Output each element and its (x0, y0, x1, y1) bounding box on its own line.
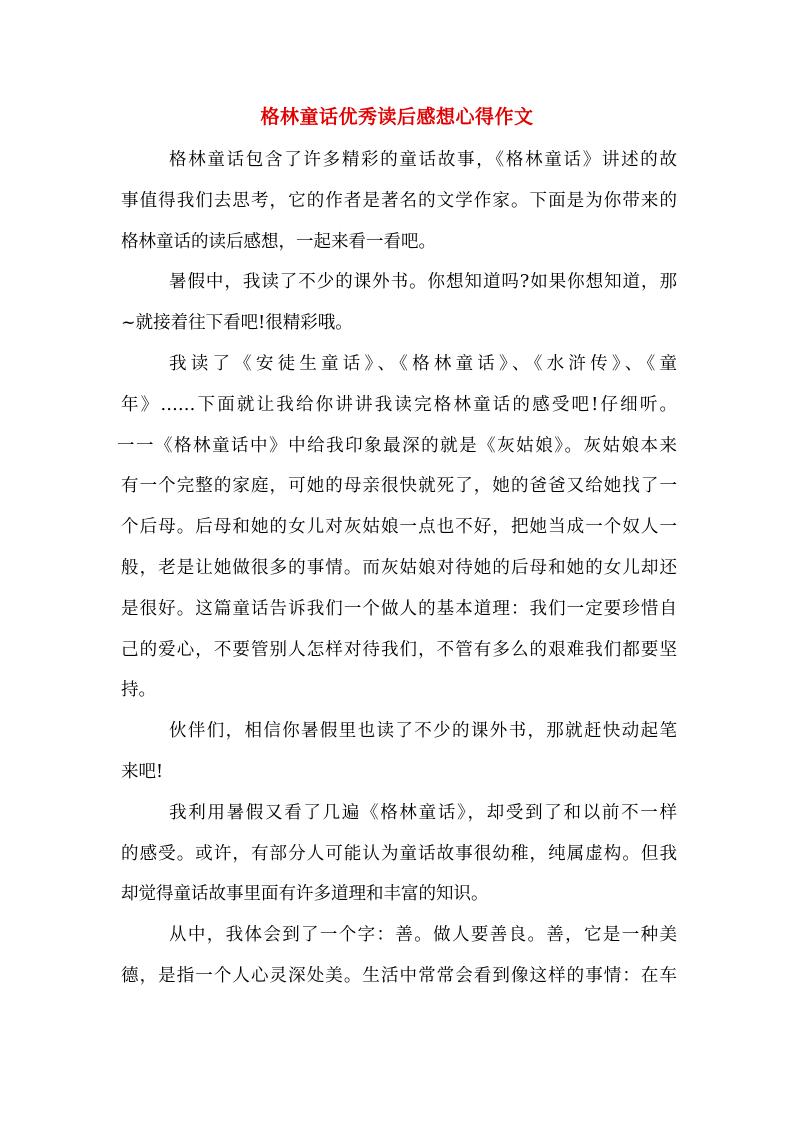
text-line: 我读了《安徒生童话》、《格林童话》、《水浒传》、《童 (169, 353, 677, 374)
text-line: 格林童话的读后感想，一起来看一看吧。 (121, 231, 436, 252)
document-title: 格林童话优秀读后感想心得作文 (260, 106, 534, 128)
text-line: 年》……下面就让我给你讲讲我读完格林童话的感受吧!仔细听。 (121, 394, 677, 415)
text-line: 暑假中，我读了不少的课外书。你想知道吗?如果你想知道，那 (169, 272, 677, 293)
text-line: 个后母。后母和她的女儿对灰姑娘一点也不好，把她当成一个奴人一 (121, 517, 677, 538)
document-body (117, 140, 677, 997)
text-line: 我利用暑假又看了几遍《格林童话》，却受到了和以前不一样 (169, 802, 677, 823)
text-line: 己的爱心，不要管别人怎样对待我们，不管有多么的艰难我们都要坚 (121, 639, 677, 660)
text-line: 格林童话包含了许多精彩的童话故事，《格林童话》讲述的故 (169, 150, 677, 170)
text-line: 般，老是让她做很多的事情。而灰姑娘对待她的后母和她的女儿却还 (121, 557, 677, 578)
text-line: 持。 (121, 680, 156, 701)
text-line: 却觉得童话故事里面有许多道理和丰富的知识。 (121, 884, 489, 905)
text-line: 的感受。或许，有部分人可能认为童话故事很幼稚，纯属虚构。但我 (121, 843, 677, 864)
text-line: 从中，我体会到了一个字：善。做人要善良。善，它是一种美 (169, 925, 677, 946)
text-line: ~就接着往下看吧!很精彩哦。 (121, 313, 353, 334)
text-line: 德，是指一个人心灵深处美。生活中常常会看到像这样的事情：在车 (121, 965, 677, 986)
text-line: 是很好。这篇童话告诉我们一个做人的基本道理：我们一定要珍惜自 (121, 598, 677, 619)
text-line: 一一《格林童话中》中给我印象最深的就是《灰姑娘》。灰姑娘本来 (117, 435, 677, 456)
text-line: 伙伴们，相信你暑假里也读了不少的课外书，那就赶快动起笔 (169, 721, 677, 742)
text-line: 来吧! (121, 761, 164, 782)
text-line: 事值得我们去思考，它的作者是著名的文学作家。下面是为你带来的 (121, 190, 677, 211)
text-line: 有一个完整的家庭，可她的母亲很快就死了，她的爸爸又给她找了一 (121, 476, 677, 497)
